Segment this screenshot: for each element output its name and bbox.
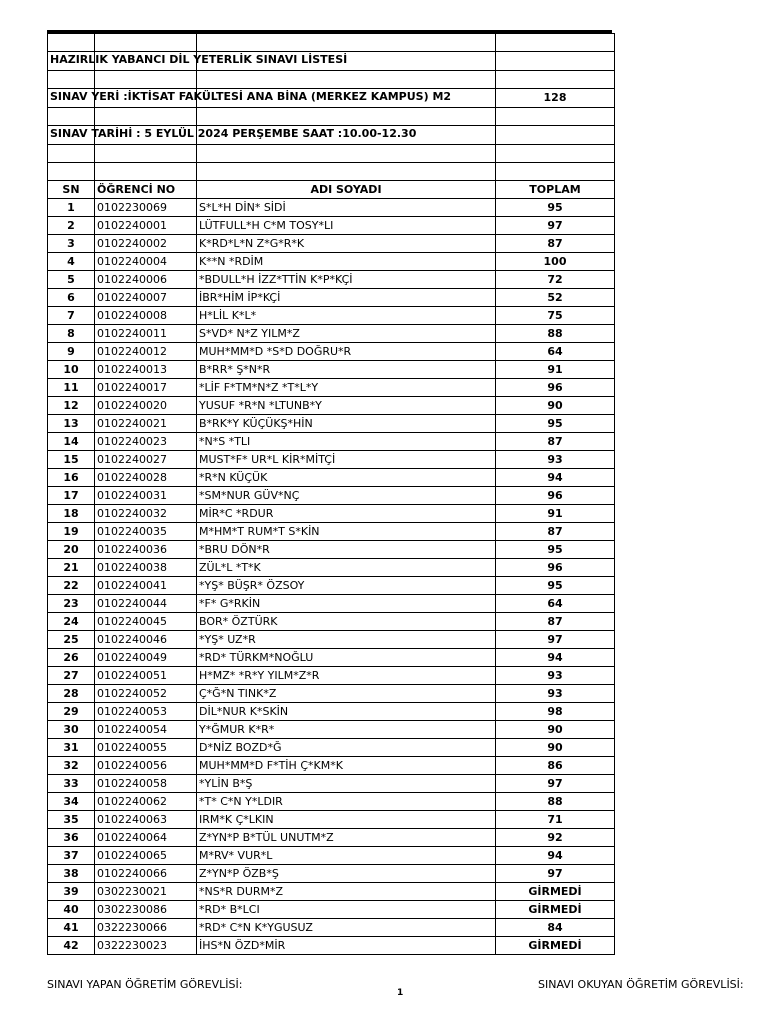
row-total-score: 94 <box>496 469 615 487</box>
table-row <box>48 451 615 469</box>
row-sn: 36 <box>48 829 95 847</box>
row-total-score: 87 <box>496 433 615 451</box>
row-sn: 14 <box>48 433 95 451</box>
row-total-score: 97 <box>496 631 615 649</box>
row-total-score: 92 <box>496 829 615 847</box>
row-total-score: 64 <box>496 595 615 613</box>
table-row <box>48 379 615 397</box>
row-student-no: 0102240036 <box>95 541 197 559</box>
row-student-name: M*RV* VUR*L <box>197 847 496 865</box>
table-row <box>48 685 615 703</box>
table-row <box>48 829 615 847</box>
row-student-name: *T* C*N Y*LDIR <box>197 793 496 811</box>
blank-row <box>48 145 615 163</box>
row-student-no: 0102230069 <box>95 199 197 217</box>
row-student-no: 0102240038 <box>95 559 197 577</box>
row-student-no: 0102240053 <box>95 703 197 721</box>
row-student-no: 0102240007 <box>95 289 197 307</box>
row-total-score: 96 <box>496 487 615 505</box>
row-student-no: 0102240008 <box>95 307 197 325</box>
row-sn: 42 <box>48 937 95 955</box>
row-sn: 39 <box>48 883 95 901</box>
table-row <box>48 793 615 811</box>
row-sn: 1 <box>48 199 95 217</box>
row-sn: 13 <box>48 415 95 433</box>
row-total-score: 88 <box>496 793 615 811</box>
row-student-name: S*L*H DİN* SİDİ <box>197 199 496 217</box>
row-student-no: 0102240041 <box>95 577 197 595</box>
row-student-name: B*RK*Y KÜÇÜKŞ*HİN <box>197 415 496 433</box>
row-student-no: 0102240020 <box>95 397 197 415</box>
row-total-score: 94 <box>496 847 615 865</box>
row-student-no: 0102240021 <box>95 415 197 433</box>
table-row <box>48 739 615 757</box>
row-sn: 17 <box>48 487 95 505</box>
row-sn: 41 <box>48 919 95 937</box>
table-row <box>48 289 615 307</box>
table-row <box>48 253 615 271</box>
row-student-name: IRM*K Ç*LKIN <box>197 811 496 829</box>
row-student-name: M*HM*T RUM*T S*KİN <box>197 523 496 541</box>
row-student-name: K*RD*L*N Z*G*R*K <box>197 235 496 253</box>
row-student-name: *YŞ* UZ*R <box>197 631 496 649</box>
table-row <box>48 397 615 415</box>
table-row <box>48 667 615 685</box>
row-student-name: *F* G*RKİN <box>197 595 496 613</box>
row-student-no: 0102240004 <box>95 253 197 271</box>
row-student-name: *NS*R DURM*Z <box>197 883 496 901</box>
row-total-score: 91 <box>496 361 615 379</box>
row-sn: 31 <box>48 739 95 757</box>
date-row <box>48 126 615 145</box>
row-total-score: GİRMEDİ <box>496 883 615 901</box>
row-student-no: 0102240049 <box>95 649 197 667</box>
row-student-no: 0102240011 <box>95 325 197 343</box>
row-total-score: 98 <box>496 703 615 721</box>
row-sn: 10 <box>48 361 95 379</box>
row-student-no: 0102240002 <box>95 235 197 253</box>
row-student-no: 0102240035 <box>95 523 197 541</box>
row-sn: 2 <box>48 217 95 235</box>
row-student-no: 0302230021 <box>95 883 197 901</box>
row-student-no: 0102240064 <box>95 829 197 847</box>
table-row <box>48 325 615 343</box>
location-row <box>48 89 615 108</box>
table-row <box>48 217 615 235</box>
row-student-name: D*NİZ BOZD*Ğ <box>197 739 496 757</box>
row-student-name: K**N *RDİM <box>197 253 496 271</box>
row-student-no: 0102240006 <box>95 271 197 289</box>
row-student-no: 0102240056 <box>95 757 197 775</box>
table-row <box>48 901 615 919</box>
row-student-name: Z*YN*P ÖZB*Ş <box>197 865 496 883</box>
row-student-name: ZÜL*L *T*K <box>197 559 496 577</box>
row-student-name: YUSUF *R*N *LTUNB*Y <box>197 397 496 415</box>
row-student-no: 0102240046 <box>95 631 197 649</box>
blank-row <box>48 163 615 181</box>
row-total-score: 95 <box>496 541 615 559</box>
row-sn: 6 <box>48 289 95 307</box>
row-student-no: 0102240058 <box>95 775 197 793</box>
row-total-score: 88 <box>496 325 615 343</box>
row-total-score: 90 <box>496 721 615 739</box>
row-total-score: 52 <box>496 289 615 307</box>
row-student-no: 0102240001 <box>95 217 197 235</box>
row-sn: 19 <box>48 523 95 541</box>
row-sn: 12 <box>48 397 95 415</box>
row-sn: 28 <box>48 685 95 703</box>
table-row <box>48 343 615 361</box>
table-row <box>48 775 615 793</box>
row-sn: 26 <box>48 649 95 667</box>
row-student-name: İHS*N ÖZD*MİR <box>197 937 496 955</box>
table-row <box>48 721 615 739</box>
blank-row <box>48 71 615 89</box>
table-row <box>48 613 615 631</box>
exam-grader-signature-label: SINAVI OKUYAN ÖĞRETİM GÖREVLİSİ: <box>538 978 744 991</box>
table-row <box>48 235 615 253</box>
row-total-score: 75 <box>496 307 615 325</box>
table-row <box>48 595 615 613</box>
row-student-name: H*LİL K*L* <box>197 307 496 325</box>
row-student-no: 0322230023 <box>95 937 197 955</box>
row-total-score: 93 <box>496 451 615 469</box>
row-total-score: GİRMEDİ <box>496 901 615 919</box>
row-student-name: *RD* TÜRKM*NOĞLU <box>197 649 496 667</box>
row-student-no: 0102240063 <box>95 811 197 829</box>
table-row <box>48 307 615 325</box>
row-student-no: 0102240028 <box>95 469 197 487</box>
row-total-score: 96 <box>496 559 615 577</box>
row-total-score: 91 <box>496 505 615 523</box>
table-row <box>48 757 615 775</box>
blank-row <box>48 34 615 52</box>
row-total-score: 71 <box>496 811 615 829</box>
row-student-no: 0102240055 <box>95 739 197 757</box>
row-sn: 21 <box>48 559 95 577</box>
row-student-no: 0102240065 <box>95 847 197 865</box>
row-sn: 22 <box>48 577 95 595</box>
column-header-student-no: ÖĞRENCİ NO <box>95 181 197 199</box>
row-sn: 35 <box>48 811 95 829</box>
table-row <box>48 847 615 865</box>
page-number: 1 <box>397 988 404 998</box>
column-header-row <box>48 181 615 199</box>
row-total-score: 94 <box>496 649 615 667</box>
candidate-count: 128 <box>496 89 615 108</box>
row-total-score: 97 <box>496 865 615 883</box>
row-sn: 9 <box>48 343 95 361</box>
row-student-no: 0102240012 <box>95 343 197 361</box>
row-sn: 23 <box>48 595 95 613</box>
row-student-no: 0102240027 <box>95 451 197 469</box>
row-student-name: Ç*Ğ*N TINK*Z <box>197 685 496 703</box>
column-header-total: TOPLAM <box>496 181 615 199</box>
row-student-name: *BRU DÖN*R <box>197 541 496 559</box>
table-row <box>48 361 615 379</box>
row-sn: 37 <box>48 847 95 865</box>
table-row <box>48 505 615 523</box>
row-student-name: *RD* C*N K*YGUSUZ <box>197 919 496 937</box>
row-sn: 24 <box>48 613 95 631</box>
row-student-name: Z*YN*P B*TÜL UNUTM*Z <box>197 829 496 847</box>
table-row <box>48 469 615 487</box>
row-sn: 27 <box>48 667 95 685</box>
row-sn: 5 <box>48 271 95 289</box>
row-sn: 29 <box>48 703 95 721</box>
table-row <box>48 919 615 937</box>
row-student-name: *BDULL*H İZZ*TTİN K*P*KÇİ <box>197 271 496 289</box>
row-student-no: 0102240054 <box>95 721 197 739</box>
row-sn: 16 <box>48 469 95 487</box>
row-sn: 7 <box>48 307 95 325</box>
row-sn: 15 <box>48 451 95 469</box>
row-total-score: 97 <box>496 775 615 793</box>
row-total-score: 87 <box>496 523 615 541</box>
table-row <box>48 883 615 901</box>
table-row <box>48 523 615 541</box>
row-student-name: MUH*MM*D *S*D DOĞRU*R <box>197 343 496 361</box>
row-sn: 40 <box>48 901 95 919</box>
row-total-score: 95 <box>496 199 615 217</box>
row-total-score: 87 <box>496 613 615 631</box>
row-total-score: 96 <box>496 379 615 397</box>
row-student-no: 0102240031 <box>95 487 197 505</box>
row-student-name: *R*N KÜÇÜK <box>197 469 496 487</box>
table-row <box>48 487 615 505</box>
row-total-score: 90 <box>496 397 615 415</box>
row-sn: 4 <box>48 253 95 271</box>
blank-row <box>48 108 615 126</box>
row-student-name: *RD* B*LCI <box>197 901 496 919</box>
row-student-name: B*RR* Ş*N*R <box>197 361 496 379</box>
row-student-no: 0102240045 <box>95 613 197 631</box>
exam-conductor-signature-label: SINAVI YAPAN ÖĞRETİM GÖREVLİSİ: <box>47 978 243 991</box>
table-row <box>48 433 615 451</box>
row-total-score: GİRMEDİ <box>496 937 615 955</box>
row-sn: 30 <box>48 721 95 739</box>
row-student-name: DİL*NUR K*SKİN <box>197 703 496 721</box>
row-sn: 3 <box>48 235 95 253</box>
table-row <box>48 649 615 667</box>
row-student-name: S*VD* N*Z YILM*Z <box>197 325 496 343</box>
row-student-name: Y*ĞMUR K*R* <box>197 721 496 739</box>
row-student-name: *YŞ* BÜŞR* ÖZSOY <box>197 577 496 595</box>
table-row <box>48 559 615 577</box>
row-sn: 8 <box>48 325 95 343</box>
table-row <box>48 703 615 721</box>
table-row <box>48 811 615 829</box>
row-total-score: 90 <box>496 739 615 757</box>
row-sn: 32 <box>48 757 95 775</box>
table-row <box>48 415 615 433</box>
row-total-score: 86 <box>496 757 615 775</box>
row-student-no: 0102240032 <box>95 505 197 523</box>
row-total-score: 87 <box>496 235 615 253</box>
table-row <box>48 865 615 883</box>
row-student-no: 0102240062 <box>95 793 197 811</box>
row-student-name: H*MZ* *R*Y YILM*Z*R <box>197 667 496 685</box>
exam-location: SINAV YERİ :İKTİSAT FAKÜLTESİ ANA BİNA (MERKEZ KAMPUS) M2 <box>50 90 452 103</box>
row-total-score: 95 <box>496 415 615 433</box>
row-student-no: 0102240023 <box>95 433 197 451</box>
row-total-score: 97 <box>496 217 615 235</box>
table-row <box>48 577 615 595</box>
row-student-no: 0102240051 <box>95 667 197 685</box>
row-student-no: 0102240066 <box>95 865 197 883</box>
table-row <box>48 271 615 289</box>
row-student-no: 0322230066 <box>95 919 197 937</box>
row-student-no: 0302230086 <box>95 901 197 919</box>
row-student-no: 0102240052 <box>95 685 197 703</box>
row-sn: 38 <box>48 865 95 883</box>
row-sn: 33 <box>48 775 95 793</box>
exam-list-table <box>47 33 615 955</box>
table-row <box>48 937 615 955</box>
exam-date: SINAV TARİHİ : 5 EYLÜL 2024 PERŞEMBE SAAT :10.00-12.30 <box>50 127 417 140</box>
row-student-name: *YLİN B*Ş <box>197 775 496 793</box>
row-total-score: 84 <box>496 919 615 937</box>
table-row <box>48 199 615 217</box>
row-total-score: 100 <box>496 253 615 271</box>
row-student-name: BOR* ÖZTÜRK <box>197 613 496 631</box>
row-student-no: 0102240044 <box>95 595 197 613</box>
row-student-name: *N*S *TLI <box>197 433 496 451</box>
row-sn: 25 <box>48 631 95 649</box>
table-row <box>48 631 615 649</box>
row-sn: 11 <box>48 379 95 397</box>
list-title: HAZIRLIK YABANCI DİL YETERLİK SINAVI LİSTESİ <box>50 53 348 66</box>
table-row <box>48 541 615 559</box>
column-header-name: ADI SOYADI <box>197 181 496 199</box>
row-student-name: İBR*HİM İP*KÇİ <box>197 289 496 307</box>
column-header-sn: SN <box>48 181 95 199</box>
row-student-name: MUH*MM*D F*TİH Ç*KM*K <box>197 757 496 775</box>
row-student-name: MİR*C *RDUR <box>197 505 496 523</box>
row-total-score: 64 <box>496 343 615 361</box>
row-student-no: 0102240013 <box>95 361 197 379</box>
row-sn: 34 <box>48 793 95 811</box>
exam-list-sheet <box>47 30 612 955</box>
row-sn: 18 <box>48 505 95 523</box>
row-total-score: 72 <box>496 271 615 289</box>
title-row <box>48 52 615 71</box>
row-sn: 20 <box>48 541 95 559</box>
row-student-name: LÜTFULL*H C*M TOSY*LI <box>197 217 496 235</box>
row-student-name: *LİF F*TM*N*Z *T*L*Y <box>197 379 496 397</box>
row-total-score: 95 <box>496 577 615 595</box>
row-total-score: 93 <box>496 685 615 703</box>
row-student-name: *SM*NUR GÜV*NÇ <box>197 487 496 505</box>
row-student-no: 0102240017 <box>95 379 197 397</box>
row-student-name: MUST*F* UR*L KİR*MİTÇİ <box>197 451 496 469</box>
row-total-score: 93 <box>496 667 615 685</box>
